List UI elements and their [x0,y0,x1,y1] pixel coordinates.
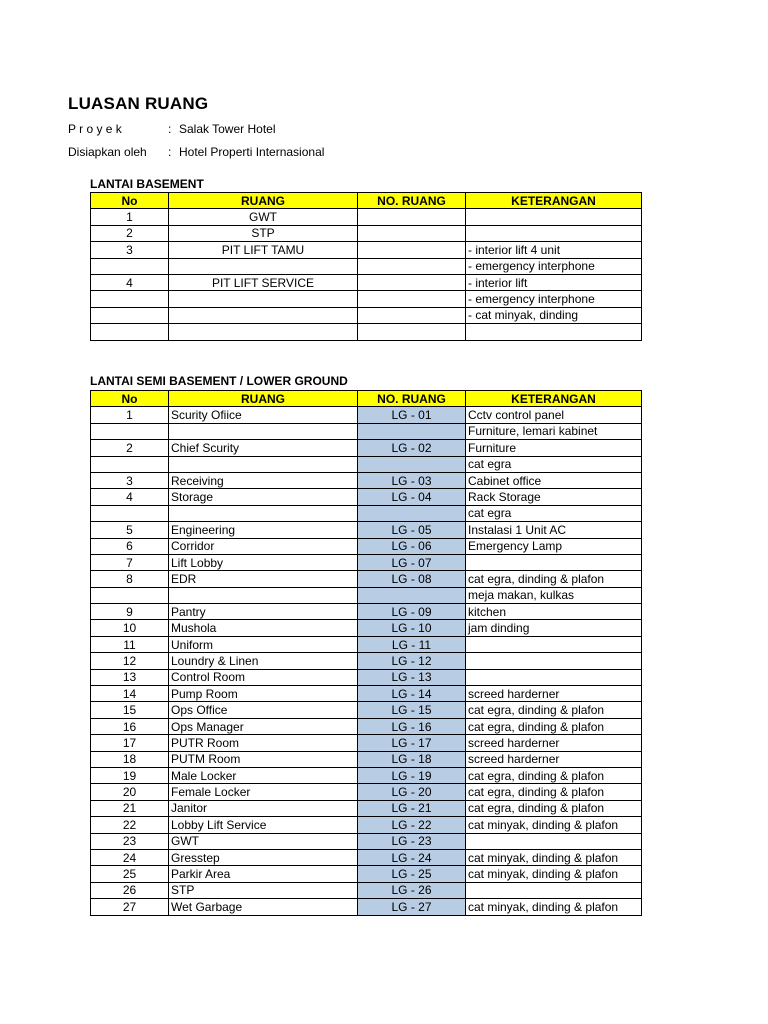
cell-no-ruang: LG - 08 [358,571,466,587]
cell-ruang: EDR [169,571,358,587]
cell-no-ruang: LG - 19 [358,767,466,783]
table-row [91,307,642,323]
cell-no [91,324,169,340]
cell-no-ruang: LG - 11 [358,636,466,652]
cell-no-ruang: LG - 24 [358,849,466,865]
table-row [91,456,642,472]
table-header-row [91,193,642,209]
cell-keterangan [466,324,642,340]
cell-keterangan: Instalasi 1 Unit AC [466,522,642,538]
table-row [91,554,642,570]
cell-no [91,505,169,521]
cell-no: 4 [91,274,169,290]
cell-keterangan: - emergency interphone [466,258,642,274]
cell-keterangan: - interior lift [466,274,642,290]
table-row [91,604,642,620]
table-row [91,636,642,652]
cell-no-ruang: LG - 17 [358,735,466,751]
cell-no-ruang: LG - 13 [358,669,466,685]
cell-keterangan: cat minyak, dinding & plafon [466,899,642,915]
semi-basement-table [90,390,642,916]
cell-keterangan [466,833,642,849]
cell-no: 3 [91,242,169,258]
cell-no: 14 [91,686,169,702]
cell-keterangan [466,636,642,652]
table-row [91,899,642,915]
table-row [91,505,642,521]
cell-keterangan: - interior lift 4 unit [466,242,642,258]
cell-no: 12 [91,653,169,669]
cell-ruang [169,291,358,307]
cell-keterangan: cat egra, dinding & plafon [466,800,642,816]
header-ruang: RUANG [169,193,358,209]
header-no: No [91,391,169,407]
cell-keterangan [466,882,642,898]
cell-no: 17 [91,735,169,751]
cell-no: 21 [91,800,169,816]
cell-keterangan: kitchen [466,604,642,620]
cell-ruang: Corridor [169,538,358,554]
cell-ruang [169,307,358,323]
cell-keterangan: cat minyak, dinding & plafon [466,849,642,865]
cell-ruang: PIT LIFT SERVICE [169,274,358,290]
table-row [91,571,642,587]
cell-ruang: GWT [169,209,358,225]
table-row [91,242,642,258]
cell-no-ruang [358,307,466,323]
page-title: LUASAN RUANG [68,94,209,113]
cell-no-ruang: LG - 06 [358,538,466,554]
cell-no [91,258,169,274]
header-keterangan: KETERANGAN [466,391,642,407]
cell-ruang: PUTM Room [169,751,358,767]
header-no-ruang: NO. RUANG [358,193,466,209]
table-row [91,324,642,340]
cell-no-ruang [358,456,466,472]
cell-no: 13 [91,669,169,685]
cell-no: 19 [91,767,169,783]
cell-no: 4 [91,489,169,505]
meta-value: Hotel Properti Internasional [179,145,325,159]
table-row [91,440,642,456]
cell-no-ruang [358,274,466,290]
table-header-row [91,391,642,407]
cell-keterangan: cat egra [466,456,642,472]
cell-no: 11 [91,636,169,652]
cell-ruang: Uniform [169,636,358,652]
cell-no-ruang: LG - 18 [358,751,466,767]
header-ruang: RUANG [169,391,358,407]
cell-no: 8 [91,571,169,587]
table-row [91,817,642,833]
cell-no: 9 [91,604,169,620]
meta-colon: : [168,122,172,136]
cell-no: 3 [91,472,169,488]
table-row [91,258,642,274]
cell-ruang: Parkir Area [169,866,358,882]
cell-keterangan: Cctv control panel [466,407,642,423]
section-title-semi-basement: LANTAI SEMI BASEMENT / LOWER GROUND [90,374,348,388]
cell-keterangan: Rack Storage [466,489,642,505]
cell-no-ruang [358,505,466,521]
cell-no: 22 [91,817,169,833]
table-row [91,800,642,816]
table-row [91,702,642,718]
table-row [91,274,642,290]
cell-no-ruang [358,423,466,439]
cell-no [91,307,169,323]
cell-ruang: Gresstep [169,849,358,865]
table-row [91,882,642,898]
cell-no: 2 [91,225,169,241]
cell-no [91,291,169,307]
table-row [91,489,642,505]
cell-no-ruang: LG - 14 [358,686,466,702]
cell-keterangan: meja makan, kulkas [466,587,642,603]
cell-ruang: Scurity Ofiice [169,407,358,423]
cell-no: 16 [91,718,169,734]
cell-no-ruang: LG - 04 [358,489,466,505]
table-row [91,767,642,783]
header-no: No [91,193,169,209]
cell-no: 1 [91,209,169,225]
meta-value: Salak Tower Hotel [179,122,276,136]
section-title-basement: LANTAI BASEMENT [90,177,204,191]
cell-ruang: STP [169,882,358,898]
header-no-ruang: NO. RUANG [358,391,466,407]
cell-no: 20 [91,784,169,800]
cell-no-ruang [358,324,466,340]
cell-no-ruang: LG - 07 [358,554,466,570]
cell-no-ruang: LG - 20 [358,784,466,800]
cell-no-ruang: LG - 22 [358,817,466,833]
table-row [91,407,642,423]
cell-keterangan: cat minyak, dinding & plafon [466,817,642,833]
cell-no-ruang: LG - 10 [358,620,466,636]
cell-no-ruang: LG - 12 [358,653,466,669]
meta-label: P r o y e k [68,122,122,136]
cell-no [91,587,169,603]
cell-ruang: Lobby Lift Service [169,817,358,833]
cell-ruang: Pump Room [169,686,358,702]
table-row [91,866,642,882]
cell-ruang: Receiving [169,472,358,488]
cell-keterangan: cat egra, dinding & plafon [466,718,642,734]
table-row [91,653,642,669]
table-row [91,538,642,554]
cell-no-ruang: LG - 15 [358,702,466,718]
cell-no: 27 [91,899,169,915]
cell-ruang [169,324,358,340]
cell-keterangan: cat minyak, dinding & plafon [466,866,642,882]
cell-keterangan: cat egra, dinding & plafon [466,767,642,783]
table-row [91,849,642,865]
cell-no-ruang: LG - 05 [358,522,466,538]
header-keterangan: KETERANGAN [466,193,642,209]
cell-ruang [169,423,358,439]
cell-no: 25 [91,866,169,882]
cell-keterangan: Furniture, lemari kabinet [466,423,642,439]
cell-ruang: Lift Lobby [169,554,358,570]
cell-keterangan [466,209,642,225]
cell-ruang: Janitor [169,800,358,816]
cell-no: 10 [91,620,169,636]
table-row [91,735,642,751]
table-row [91,620,642,636]
cell-ruang: Engineering [169,522,358,538]
table-row [91,291,642,307]
cell-no-ruang [358,242,466,258]
cell-no: 26 [91,882,169,898]
cell-keterangan: jam dinding [466,620,642,636]
cell-no-ruang: LG - 01 [358,407,466,423]
table-row [91,209,642,225]
cell-ruang: Pantry [169,604,358,620]
cell-no-ruang: LG - 25 [358,866,466,882]
cell-no-ruang [358,225,466,241]
cell-no-ruang: LG - 16 [358,718,466,734]
cell-ruang: Wet Garbage [169,899,358,915]
cell-ruang [169,258,358,274]
cell-ruang: Male Locker [169,767,358,783]
cell-no-ruang: LG - 23 [358,833,466,849]
cell-keterangan: Furniture [466,440,642,456]
cell-keterangan: cat egra [466,505,642,521]
basement-table [90,192,642,341]
table-row [91,225,642,241]
cell-no: 15 [91,702,169,718]
cell-ruang: PUTR Room [169,735,358,751]
cell-no: 24 [91,849,169,865]
cell-keterangan: cat egra, dinding & plafon [466,571,642,587]
table-row [91,669,642,685]
cell-ruang: Control Room [169,669,358,685]
cell-ruang: Mushola [169,620,358,636]
cell-no-ruang: LG - 03 [358,472,466,488]
cell-no-ruang [358,291,466,307]
cell-no-ruang [358,209,466,225]
meta-label: Disiapkan oleh [68,145,147,159]
table-row [91,718,642,734]
cell-no-ruang: LG - 09 [358,604,466,620]
cell-ruang: Loundry & Linen [169,653,358,669]
cell-keterangan: cat egra, dinding & plafon [466,702,642,718]
cell-ruang: Storage [169,489,358,505]
cell-keterangan [466,669,642,685]
cell-no-ruang: LG - 02 [358,440,466,456]
cell-no: 7 [91,554,169,570]
cell-ruang: STP [169,225,358,241]
cell-ruang: Ops Office [169,702,358,718]
table-row [91,686,642,702]
cell-keterangan: - emergency interphone [466,291,642,307]
table-row [91,784,642,800]
cell-keterangan [466,653,642,669]
table-row [91,522,642,538]
cell-keterangan: - cat minyak, dinding [466,307,642,323]
cell-ruang: PIT LIFT TAMU [169,242,358,258]
cell-ruang: Chief Scurity [169,440,358,456]
cell-keterangan: Emergency Lamp [466,538,642,554]
table-row [91,751,642,767]
cell-ruang [169,587,358,603]
meta-colon: : [168,145,172,159]
table-row [91,833,642,849]
cell-no: 18 [91,751,169,767]
cell-keterangan: screed harderner [466,686,642,702]
cell-ruang: GWT [169,833,358,849]
cell-no-ruang: LG - 21 [358,800,466,816]
cell-keterangan: cat egra, dinding & plafon [466,784,642,800]
cell-no-ruang [358,258,466,274]
cell-no-ruang [358,587,466,603]
cell-keterangan [466,554,642,570]
cell-no-ruang: LG - 27 [358,899,466,915]
cell-ruang [169,505,358,521]
cell-ruang: Female Locker [169,784,358,800]
cell-keterangan [466,225,642,241]
cell-no-ruang: LG - 26 [358,882,466,898]
cell-no: 23 [91,833,169,849]
cell-no [91,456,169,472]
cell-ruang: Ops Manager [169,718,358,734]
cell-no [91,423,169,439]
cell-no: 2 [91,440,169,456]
table-row [91,587,642,603]
cell-keterangan: screed harderner [466,735,642,751]
cell-no: 6 [91,538,169,554]
cell-keterangan: screed harderner [466,751,642,767]
cell-no: 1 [91,407,169,423]
cell-no: 5 [91,522,169,538]
cell-ruang [169,456,358,472]
cell-keterangan: Cabinet office [466,472,642,488]
table-row [91,423,642,439]
table-row [91,472,642,488]
